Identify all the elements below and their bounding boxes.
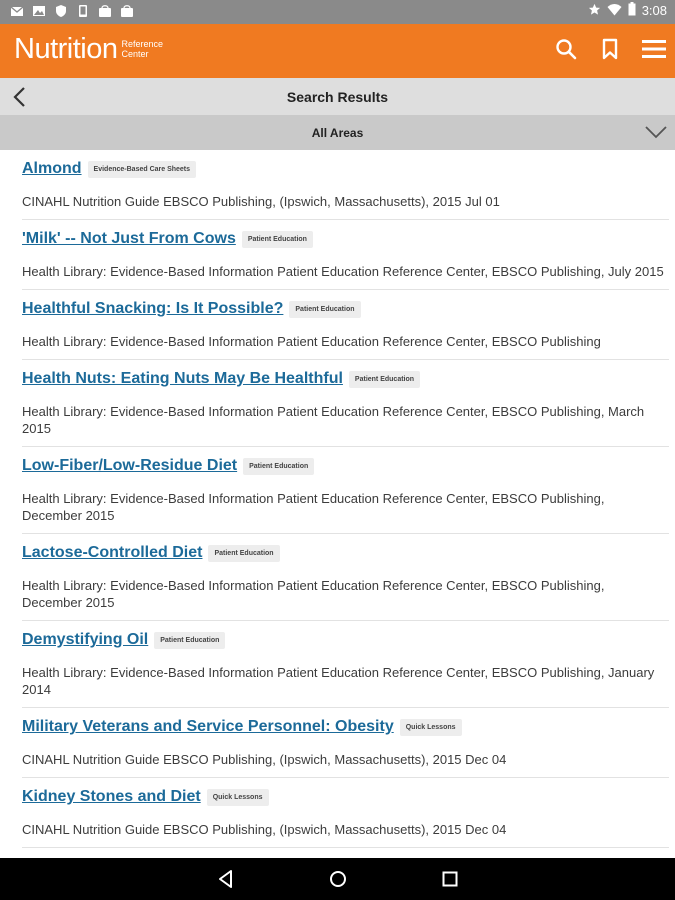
store-icon: [98, 4, 112, 18]
image-icon: [32, 4, 46, 18]
list-item: [22, 220, 669, 290]
result-header: [22, 630, 669, 650]
result-source: Health Library: Evidence-Based Information Patient Education Reference Center, EBSCO Publishing, March 2015: [22, 404, 645, 436]
app-actions: [553, 36, 667, 62]
system-indicators: [588, 2, 667, 19]
brand-subtitle-line2: Center: [121, 49, 149, 59]
result-title-link[interactable]: Healthful Snacking: Is It Possible?: [22, 300, 284, 317]
result-header: [22, 543, 669, 563]
content-type-badge: Patient Education: [349, 371, 420, 388]
app-bar: [0, 24, 675, 78]
result-source: CINAHL Nutrition Guide EBSCO Publishing, (Ipswich, Massachusetts), 2015 Jul 01: [22, 194, 500, 209]
list-item: [22, 150, 669, 220]
result-source: Health Library: Evidence-Based Information Patient Education Reference Center, EBSCO Publishing, December 2015: [22, 491, 605, 523]
store-icon-2: [120, 4, 134, 18]
result-header: [22, 299, 669, 319]
result-title-link[interactable]: Kidney Stones and Diet: [22, 788, 201, 805]
result-header: [22, 229, 669, 249]
result-source: CINAHL Nutrition Guide EBSCO Publishing, (Ipswich, Massachusetts), 2015 Dec 04: [22, 752, 507, 767]
result-title-link[interactable]: Demystifying Oil: [22, 631, 149, 648]
list-item: [22, 778, 669, 848]
system-nav-bar: [0, 858, 675, 900]
brand-title: Nutrition: [14, 33, 118, 65]
result-title-link[interactable]: Health Nuts: Eating Nuts May Be Healthful: [22, 370, 343, 387]
menu-icon[interactable]: [641, 36, 667, 62]
result-header: [22, 717, 669, 737]
result-title-link[interactable]: 'Milk' -- Not Just From Cows: [22, 230, 236, 247]
result-header: [22, 456, 669, 476]
title-bar: [0, 78, 675, 116]
star-icon: [588, 3, 601, 19]
bookmark-icon[interactable]: [597, 36, 623, 62]
result-title-link[interactable]: Low-Fiber/Low-Residue Diet: [22, 457, 238, 474]
result-source: Health Library: Evidence-Based Information Patient Education Reference Center, EBSCO Publishing, July 2015: [22, 264, 664, 279]
list-item: [22, 447, 669, 534]
battery-icon: [628, 2, 636, 19]
chevron-down-icon: [645, 125, 667, 139]
list-item: [22, 708, 669, 778]
result-header: [22, 159, 669, 179]
phone-icon: [76, 4, 90, 18]
area-filter-label: All Areas: [311, 126, 364, 140]
wifi-icon: [607, 3, 622, 19]
content-type-badge: Patient Education: [242, 231, 313, 248]
result-header: [22, 369, 669, 389]
notification-icons: [10, 4, 134, 18]
list-item: [22, 290, 669, 360]
mail-icon: [10, 4, 24, 18]
content-type-badge: Patient Education: [154, 632, 225, 649]
clock: 3:08: [641, 3, 667, 18]
content-type-badge: Quick Lessons: [400, 719, 462, 736]
content-type-badge: Patient Education: [208, 545, 279, 562]
result-source: Health Library: Evidence-Based Information Patient Education Reference Center, EBSCO Publishing: [22, 334, 601, 349]
results-list: [0, 150, 675, 858]
result-source: CINAHL Nutrition Guide EBSCO Publishing, (Ipswich, Massachusetts), 2015 Dec 04: [22, 822, 507, 837]
brand-subtitle: [122, 39, 164, 59]
list-item: [22, 360, 669, 447]
status-bar: [0, 0, 675, 24]
list-item: [22, 621, 669, 708]
shield-icon: [54, 4, 68, 18]
list-item: [22, 534, 669, 621]
result-source: Health Library: Evidence-Based Information Patient Education Reference Center, EBSCO Publishing, December 2015: [22, 578, 605, 610]
result-title-link[interactable]: Lactose-Controlled Diet: [22, 544, 203, 561]
result-header: [22, 787, 669, 807]
search-icon[interactable]: [553, 36, 579, 62]
recents-square-icon[interactable]: [438, 867, 462, 891]
result-source: Health Library: Evidence-Based Information Patient Education Reference Center, EBSCO Publishing, January 2014: [22, 665, 655, 697]
home-circle-icon[interactable]: [326, 867, 350, 891]
app-logo: [14, 34, 163, 64]
content-type-badge: Patient Education: [289, 301, 360, 318]
content-type-badge: Quick Lessons: [207, 789, 269, 806]
content-type-badge: Evidence-Based Care Sheets: [88, 161, 197, 178]
area-filter-dropdown[interactable]: [0, 116, 675, 150]
page-title: Search Results: [286, 89, 389, 105]
content-type-badge: Patient Education: [243, 458, 314, 475]
brand-subtitle-line1: Reference: [121, 39, 164, 49]
result-title-link[interactable]: Almond: [22, 160, 82, 177]
result-title-link[interactable]: Military Veterans and Service Personnel: Obesity: [22, 718, 394, 735]
back-triangle-icon[interactable]: [214, 867, 238, 891]
